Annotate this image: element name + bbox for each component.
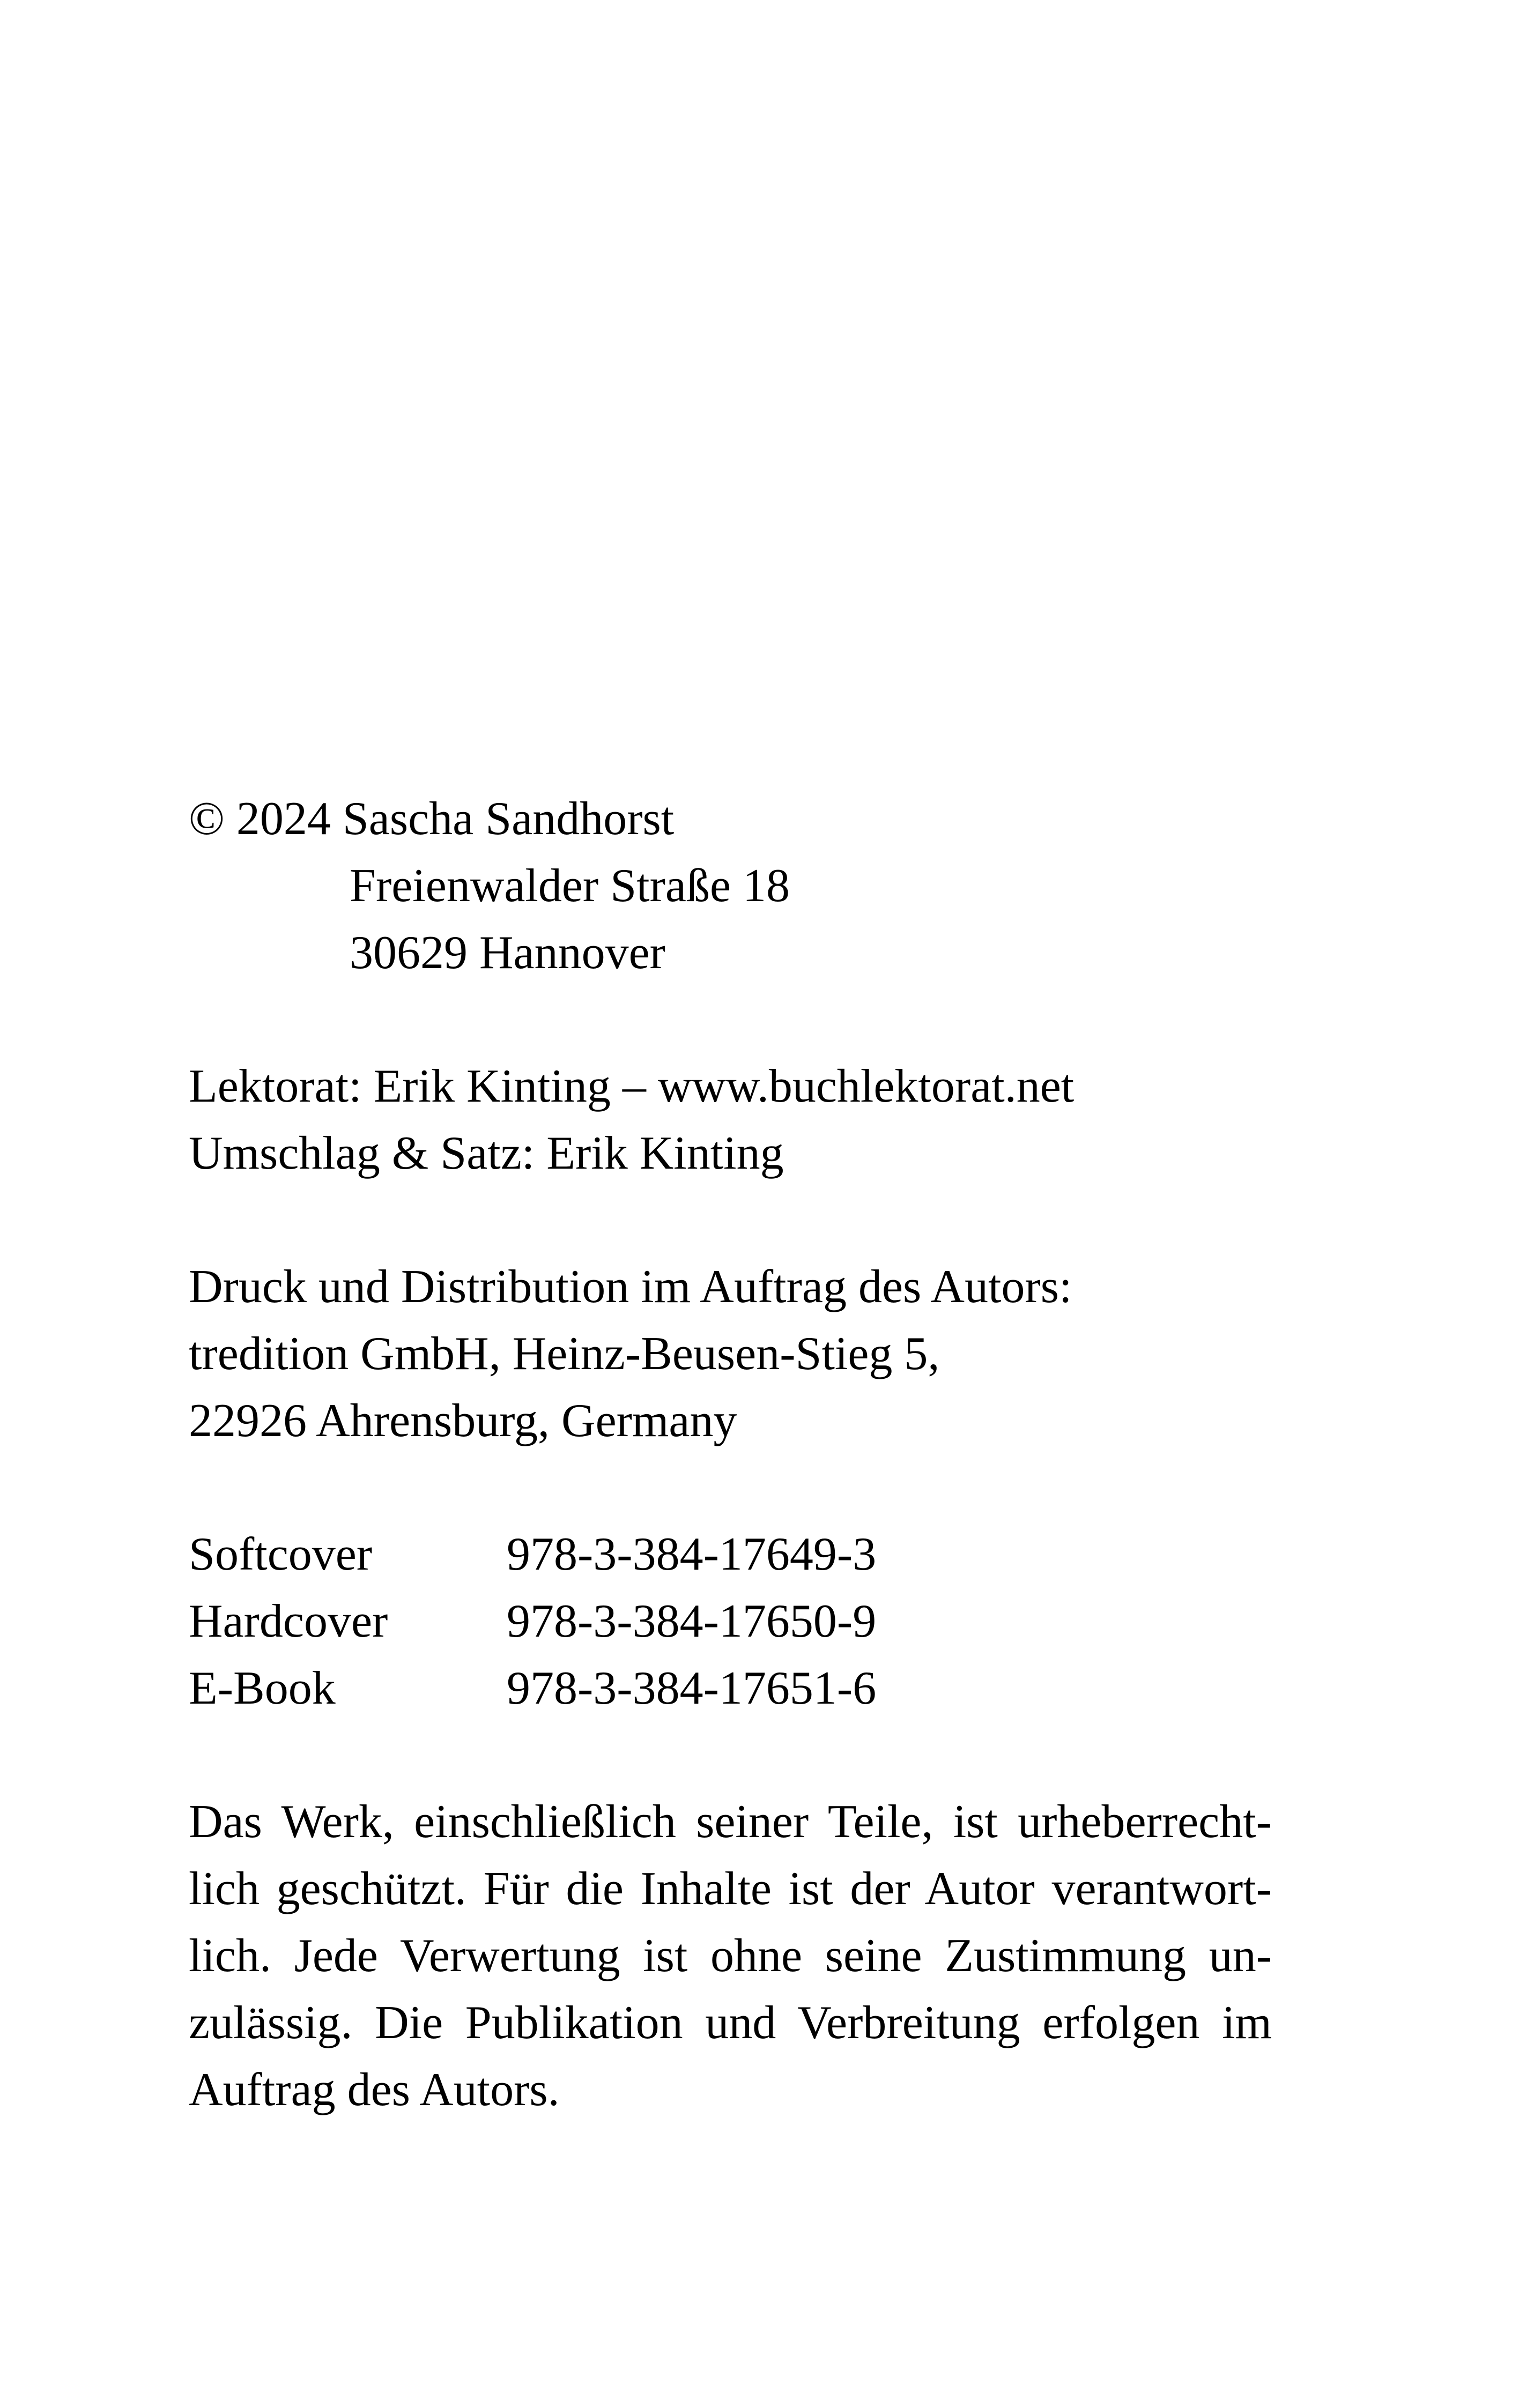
imprint-page	[189, 785, 1272, 2123]
distribution-line-3: 22926 Ahrensburg, Germany	[189, 1395, 737, 1447]
legal-line-3: lich. Jede Verwertung ist ohne seine Zustimmung un-	[189, 1930, 1272, 1982]
isbn-number: 978-3-384-17649-3	[507, 1528, 877, 1580]
isbn-row-ebook	[189, 1655, 1272, 1722]
distribution-line-2: tredition GmbH, Heinz-Beusen-Stieg 5,	[189, 1328, 940, 1380]
legal-line-2: lich geschützt. Für die Inhalte ist der Autor verantwort-	[189, 1863, 1272, 1915]
isbn-format: E-Book	[189, 1662, 336, 1714]
distribution-block	[189, 1253, 1272, 1454]
cover-typesetting-credit: Umschlag & Satz: Erik Kinting	[189, 1127, 784, 1179]
editing-credit: Lektorat: Erik Kinting – www.buchlektorat.net	[189, 1060, 1075, 1112]
author-city: 30629 Hannover	[350, 927, 665, 979]
legal-line-1: Das Werk, einschließlich seiner Teile, ist urheberrecht-	[189, 1796, 1272, 1848]
copyright-block	[189, 785, 1272, 986]
copyright-line: © 2024 Sascha Sandhorst	[189, 793, 675, 845]
legal-line-4: zulässig. Die Publikation und Verbreitung erfolgen im	[189, 1997, 1272, 2049]
legal-notice	[189, 1788, 1272, 2123]
isbn-number: 978-3-384-17650-9	[507, 1595, 877, 1647]
isbn-row-softcover	[189, 1521, 1272, 1588]
author-street: Freienwalder Straße 18	[350, 860, 790, 912]
legal-line-5: Auftrag des Autors.	[189, 2064, 560, 2116]
credits-block	[189, 1053, 1272, 1187]
isbn-format: Hardcover	[189, 1595, 388, 1647]
isbn-row-hardcover	[189, 1588, 1272, 1655]
isbn-number: 978-3-384-17651-6	[507, 1662, 877, 1714]
isbn-table	[189, 1521, 1272, 1722]
distribution-line-1: Druck und Distribution im Auftrag des Autors:	[189, 1261, 1072, 1313]
isbn-format: Softcover	[189, 1528, 373, 1580]
